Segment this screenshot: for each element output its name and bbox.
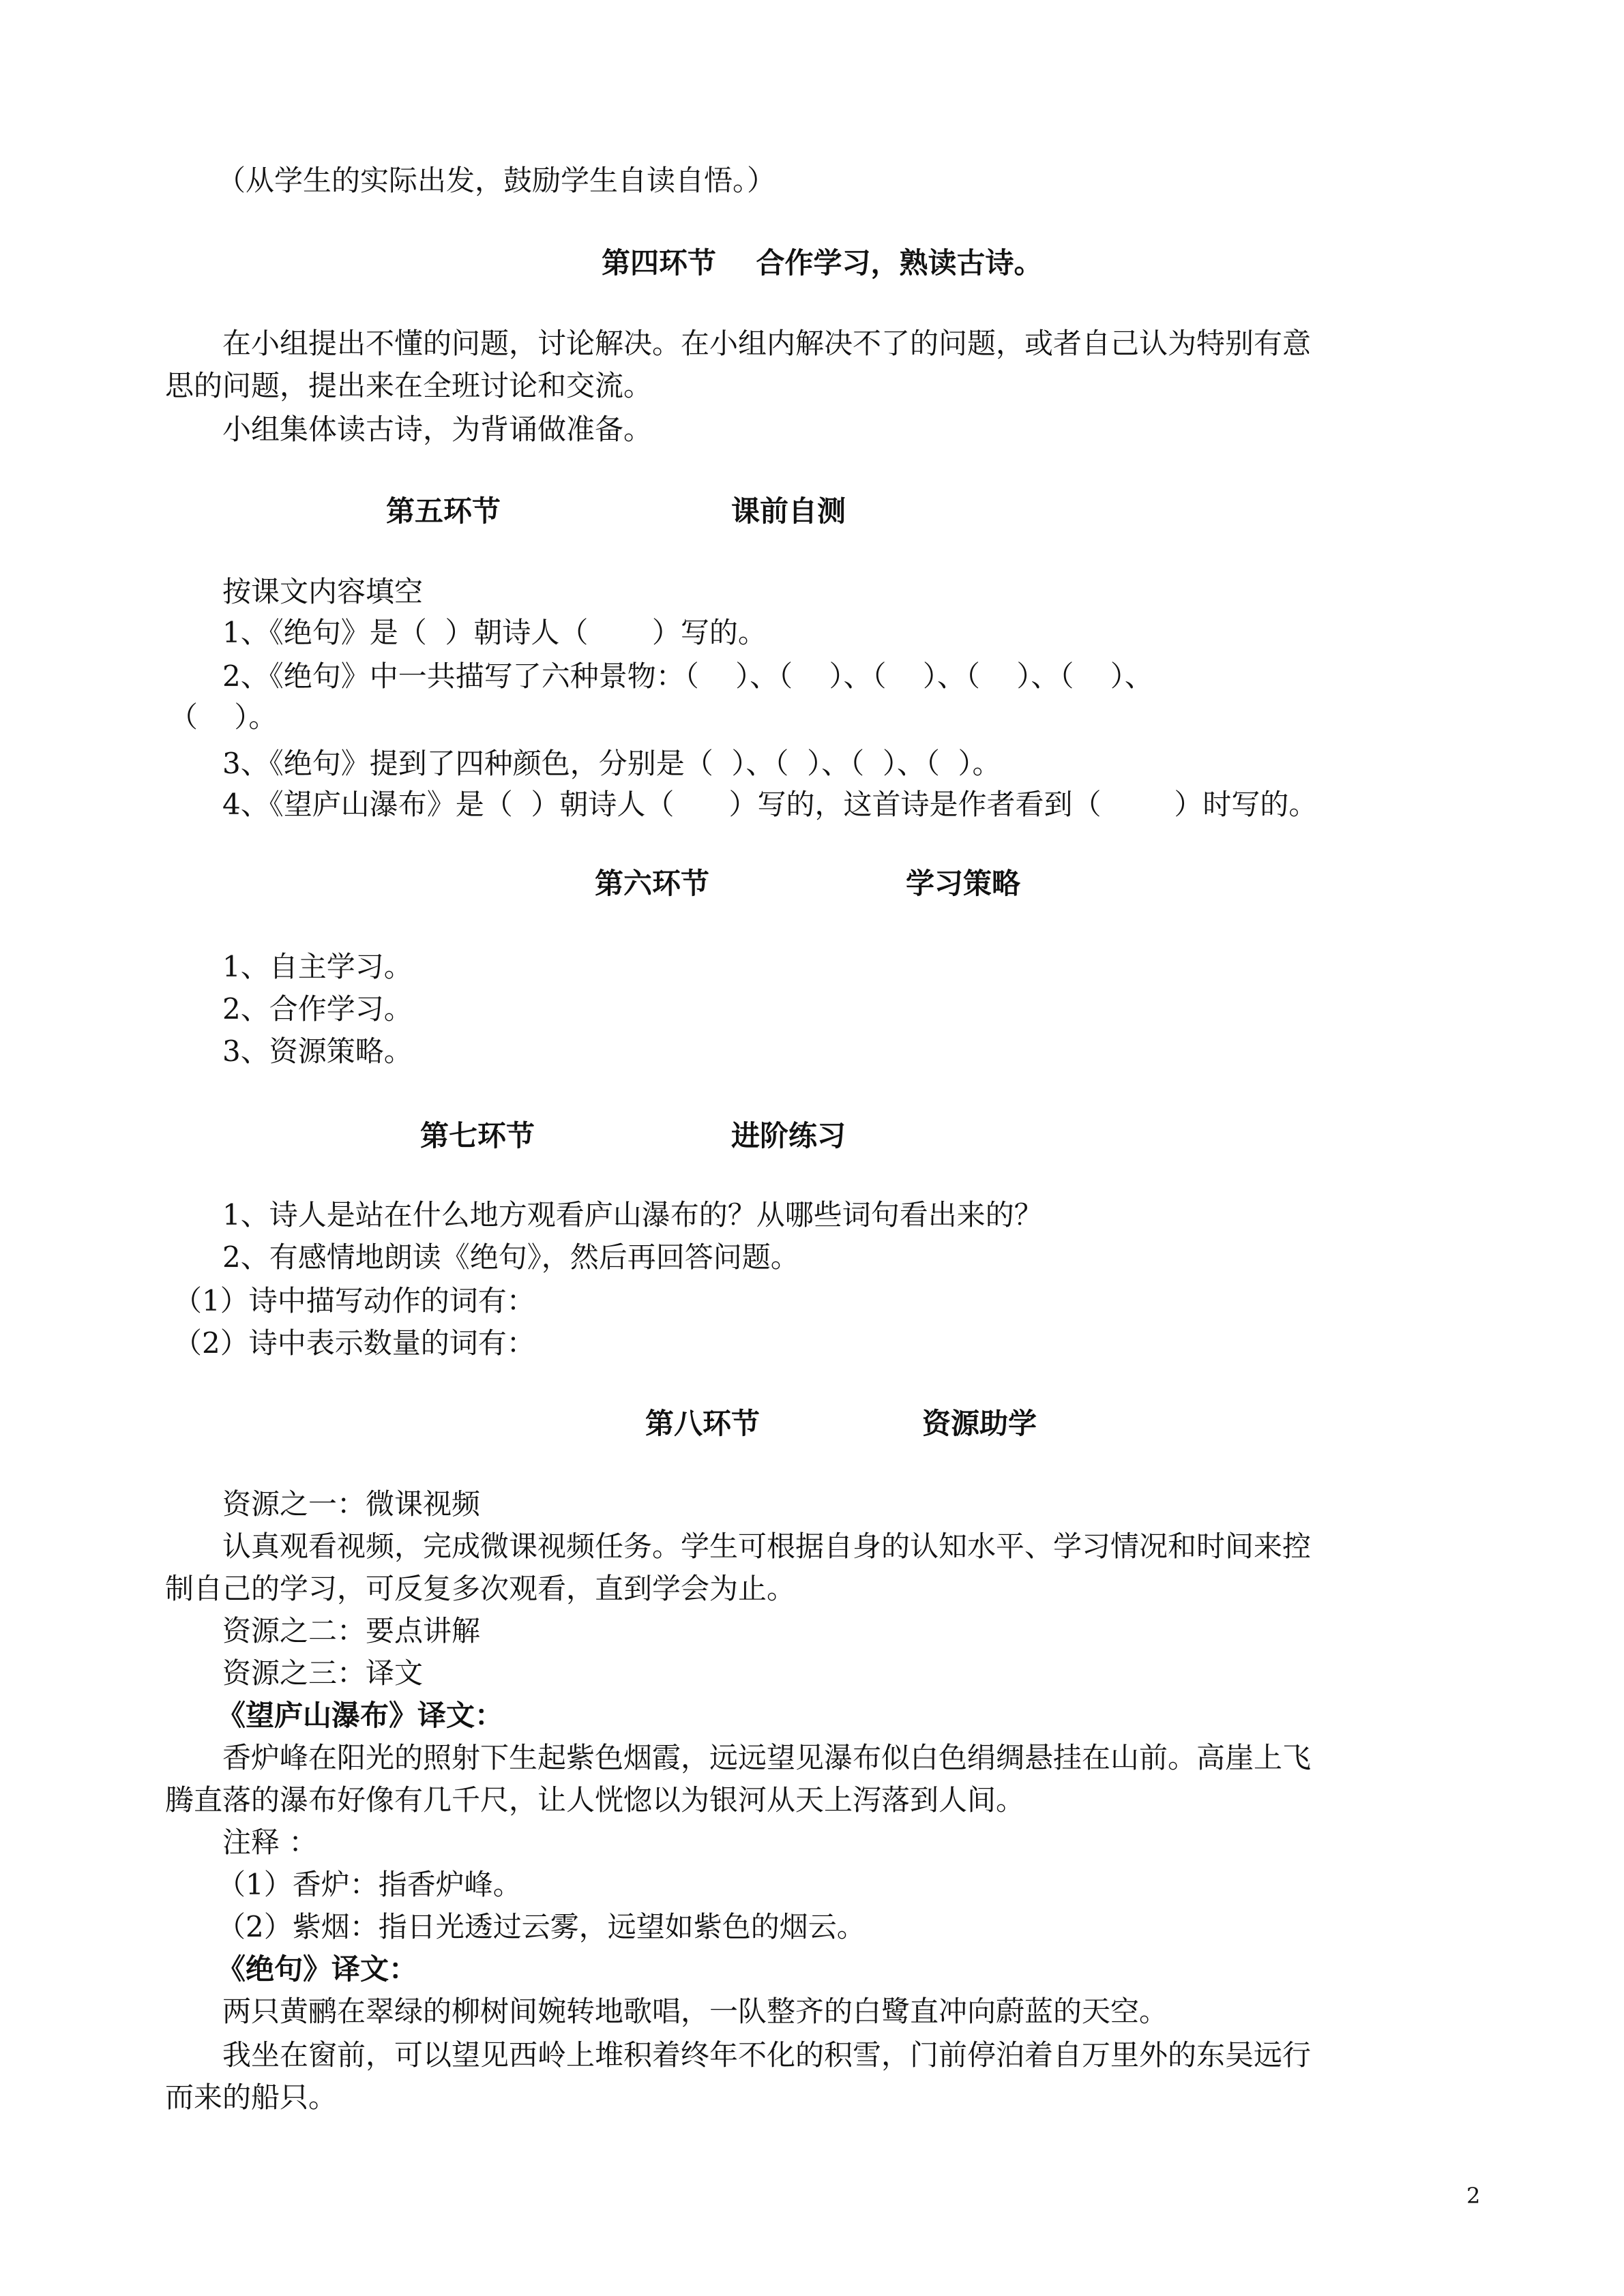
- translation-waterfall-line2: 腾直落的瀑布好像有几千尺，让人恍惚以为银河从天上泻落到人间。: [165, 1783, 1025, 1817]
- resource-1-desc-line2: 制自己的学习，可反复多次观看，直到学会为止。: [165, 1572, 796, 1605]
- section7-title-number: 第七环节: [420, 1119, 535, 1152]
- section6-title-number: 第六环节: [595, 867, 710, 900]
- translation-jueju-line3: 而来的船只。: [165, 2081, 338, 2114]
- note-2: （2）紫烟：指日光透过云雾，远望如紫色的烟云。: [217, 1910, 866, 1943]
- resource-3: 资源之三：译文: [222, 1656, 424, 1690]
- note-1: （1）香炉：指香炉峰。: [217, 1868, 522, 1901]
- section4-paragraph1-line2: 思的问题，提出来在全班讨论和交流。: [165, 369, 653, 402]
- section4-title: 第四环节 合作学习，熟读古诗。: [602, 246, 1043, 280]
- section8-title-name: 资源助学: [922, 1407, 1037, 1440]
- quiz-question-2-line2: （ ）。: [169, 700, 278, 734]
- section7-title-name: 进阶练习: [731, 1119, 846, 1152]
- translation-title-jueju: 《绝句》译文：: [217, 1952, 418, 1986]
- exercise-subquestion-2: （2）诗中表示数量的词有：: [173, 1326, 535, 1360]
- section4-paragraph2: 小组集体读古诗，为背诵做准备。: [222, 413, 653, 446]
- section4-paragraph1-line1: 在小组提出不懂的问题，讨论解决。在小组内解决不了的问题，或者自己认为特别有意: [222, 327, 1312, 360]
- strategy-item-3: 3、资源策略。: [222, 1034, 413, 1068]
- exercise-question-2: 2、有感情地朗读《绝句》，然后再回答问题。: [222, 1240, 799, 1274]
- translation-jueju-line2: 我坐在窗前，可以望见西岭上堆积着终年不化的积雪，门前停泊着自万里外的东吴远行: [222, 2038, 1312, 2072]
- quiz-question-2-line1: 2、《绝句》中一共描写了六种景物：（ ）、（ ）、（ ）、（ ）、（ ）、: [222, 659, 1153, 693]
- strategy-item-2: 2、合作学习。: [222, 992, 413, 1026]
- section6-title-name: 学习策略: [906, 867, 1021, 900]
- section3-note: （从学生的实际出发，鼓励学生自读自悟。）: [217, 164, 776, 197]
- quiz-question-4: 4、《望庐山瀑布》是（ ）朝诗人（ ）写的，这首诗是作者看到（ ）时写的。: [222, 788, 1318, 821]
- translation-title-waterfall: 《望庐山瀑布》译文：: [217, 1699, 504, 1732]
- strategy-item-1: 1、自主学习。: [222, 950, 413, 983]
- translation-waterfall-line1: 香炉峰在阳光的照射下生起紫色烟霞，远远望见瀑布似白色绢绸悬挂在山前。高崖上飞: [222, 1741, 1312, 1774]
- section5-title-number: 第五环节: [386, 494, 501, 528]
- exercise-question-1: 1、诗人是站在什么地方观看庐山瀑布的？从哪些词句看出来的？: [222, 1198, 1043, 1232]
- section5-intro: 按课文内容填空: [222, 575, 424, 608]
- page-number: 2: [1466, 2183, 1481, 2209]
- quiz-question-1: 1、《绝句》是（ ）朝诗人（ ）写的。: [222, 616, 767, 649]
- exercise-subquestion-1: （1）诗中描写动作的词有：: [173, 1284, 535, 1317]
- resource-1: 资源之一：微课视频: [222, 1487, 481, 1521]
- resource-2: 资源之二：要点讲解: [222, 1614, 481, 1648]
- quiz-question-3: 3、《绝句》提到了四种颜色，分别是（ ）、（ ）、（ ）、（ ）。: [222, 747, 1001, 780]
- resource-1-desc-line1: 认真观看视频，完成微课视频任务。学生可根据自身的认知水平、学习情况和时间来控: [222, 1530, 1312, 1563]
- translation-jueju-line1: 两只黄鹂在翠绿的柳树间婉转地歌唱，一队整齐的白鹭直冲向蔚蓝的天空。: [222, 1995, 1168, 2028]
- notes-label: 注释 ：: [222, 1825, 318, 1859]
- section8-title-number: 第八环节: [645, 1407, 761, 1440]
- section5-title-name: 课前自测: [731, 494, 846, 528]
